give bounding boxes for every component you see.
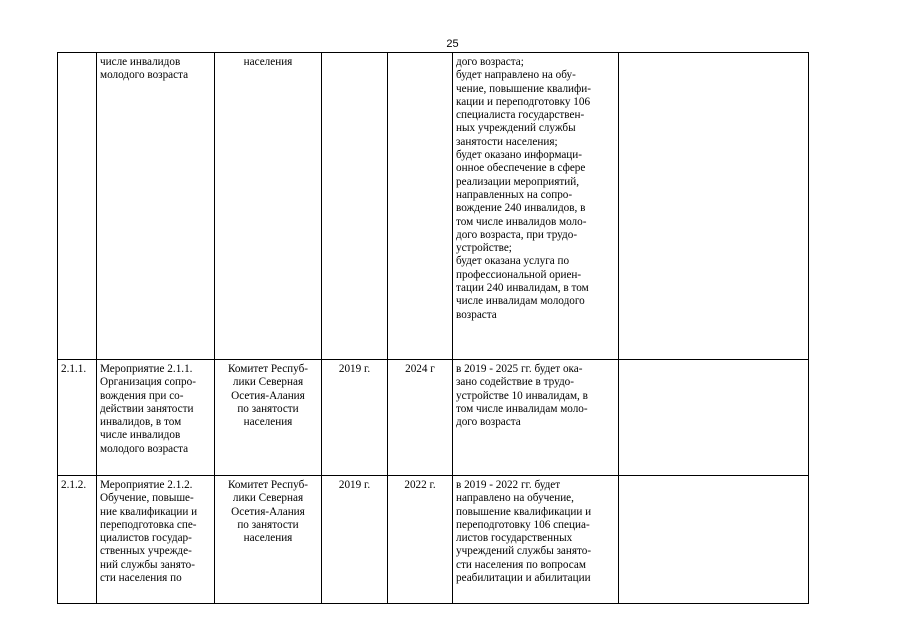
table-row bbox=[58, 360, 809, 476]
text-line: лики Северная bbox=[232, 376, 304, 389]
text-line: вождения при со- bbox=[100, 389, 184, 402]
text-line: том числе инвалидам моло- bbox=[456, 402, 588, 415]
text-line: числе инвалидов bbox=[100, 429, 181, 442]
text-line: том числе инвалидов моло- bbox=[456, 215, 587, 228]
cell-responsible-org bbox=[215, 476, 322, 604]
text-line: направленных на сопро- bbox=[456, 188, 573, 201]
text-line: профессиональной ориен- bbox=[456, 268, 582, 281]
text-line: будет оказано информаци- bbox=[456, 149, 582, 162]
cell-start-date: 2019 г. bbox=[322, 476, 388, 604]
text-line: специалиста государствен- bbox=[456, 109, 585, 122]
text-line: будет направлено на обу- bbox=[456, 69, 576, 82]
text-line: переподготовку 106 специа- bbox=[456, 518, 590, 531]
text-line: населения bbox=[243, 416, 293, 429]
cell-extra bbox=[619, 476, 809, 604]
text-line: населения bbox=[243, 532, 293, 545]
cell-start-date: 2019 г. bbox=[322, 360, 388, 476]
text-line: направлено на обучение, bbox=[456, 492, 574, 505]
cell-number: 2.1.2. bbox=[58, 476, 97, 604]
text-line: сти населения по bbox=[100, 572, 182, 585]
cell-extra bbox=[619, 360, 809, 476]
text-line: переподготовка спе- bbox=[100, 518, 197, 531]
cell-expected-result bbox=[453, 476, 619, 604]
text-line: устройстве; bbox=[456, 242, 512, 255]
text-line: молодого возраста bbox=[100, 69, 189, 82]
text-line: тации 240 инвалидам, в том bbox=[456, 282, 589, 295]
cell-responsible-org bbox=[215, 360, 322, 476]
text-line: повышение квалификации и bbox=[456, 505, 592, 518]
text-line: Осетия-Алания bbox=[231, 505, 305, 518]
cell-extra bbox=[619, 53, 809, 360]
text-line: учреждений службы занято- bbox=[456, 545, 592, 558]
text-line: числе инвалидам молодого bbox=[456, 295, 585, 308]
text-line: Организация сопро- bbox=[100, 376, 196, 389]
text-line: Осетия-Алания bbox=[231, 389, 305, 402]
text-line: дого возраста, при трудо- bbox=[456, 228, 578, 241]
text-line: молодого возраста bbox=[100, 442, 189, 455]
text-line: Комитет Респуб- bbox=[227, 479, 309, 491]
text-line: листов государственных bbox=[456, 532, 573, 545]
text-line: зано содействие в трудо- bbox=[456, 376, 574, 389]
text-line: устройстве 10 инвалидам, в bbox=[456, 389, 588, 402]
text-line: кации и переподготовку 106 bbox=[456, 95, 591, 108]
cell-measure-name bbox=[97, 53, 215, 360]
text-line: ний службы занято- bbox=[100, 558, 195, 571]
text-line: будет оказана услуга по bbox=[456, 255, 570, 268]
text-line: реабилитации и абилитации bbox=[456, 572, 591, 585]
cell-end-date: 2022 г. bbox=[388, 476, 453, 604]
text-line: действии занятости bbox=[100, 402, 194, 415]
cell-expected-result bbox=[453, 53, 619, 360]
text-line: ственных учрежде- bbox=[100, 545, 192, 558]
text-line: чение, повышение квалифи- bbox=[456, 82, 591, 95]
text-line: в 2019 - 2022 гг. будет bbox=[456, 479, 561, 491]
text-line: по занятости bbox=[237, 518, 299, 531]
text-line: циалистов государ- bbox=[100, 532, 192, 545]
cell-number: 2.1.1. bbox=[58, 360, 97, 476]
measures-table bbox=[57, 52, 809, 604]
text-line: по занятости bbox=[237, 402, 299, 415]
cell-number bbox=[58, 53, 97, 360]
text-line: Обучение, повыше- bbox=[100, 492, 194, 505]
cell-end-date: 2024 г bbox=[388, 360, 453, 476]
text-line: лики Северная bbox=[232, 492, 304, 505]
text-line: занятости населения; bbox=[456, 135, 558, 148]
text-line: Мероприятие 2.1.2. bbox=[100, 479, 193, 491]
text-line: Комитет Респуб- bbox=[227, 363, 309, 375]
table-row bbox=[58, 476, 809, 604]
cell-measure-name bbox=[97, 476, 215, 604]
text-line: сти населения по вопросам bbox=[456, 558, 586, 571]
text-line: вождение 240 инвалидов, в bbox=[456, 202, 586, 215]
text-line: ние квалификации и bbox=[100, 505, 198, 518]
text-line: инвалидов, в том bbox=[100, 416, 182, 429]
table-row bbox=[58, 53, 809, 360]
cell-expected-result bbox=[453, 360, 619, 476]
cell-end-date bbox=[388, 53, 453, 360]
text-line: ных учреждений службы bbox=[456, 122, 576, 135]
cell-start-date bbox=[322, 53, 388, 360]
text-line: онное обеспечение в сфере bbox=[456, 162, 586, 175]
page-number: 25 bbox=[446, 38, 459, 50]
text-line: дого возраста; bbox=[456, 56, 524, 68]
text-line: Мероприятие 2.1.1. bbox=[100, 363, 193, 375]
text-line: реализации мероприятий, bbox=[456, 175, 580, 188]
text-line: в 2019 - 2025 гг. будет ока- bbox=[456, 363, 583, 375]
text-line: дого возраста bbox=[456, 416, 521, 429]
cell-responsible-org bbox=[215, 53, 322, 360]
text-line: населения bbox=[243, 56, 293, 68]
cell-measure-name bbox=[97, 360, 215, 476]
text-line: возраста bbox=[456, 308, 497, 321]
text-line: числе инвалидов bbox=[100, 56, 181, 68]
